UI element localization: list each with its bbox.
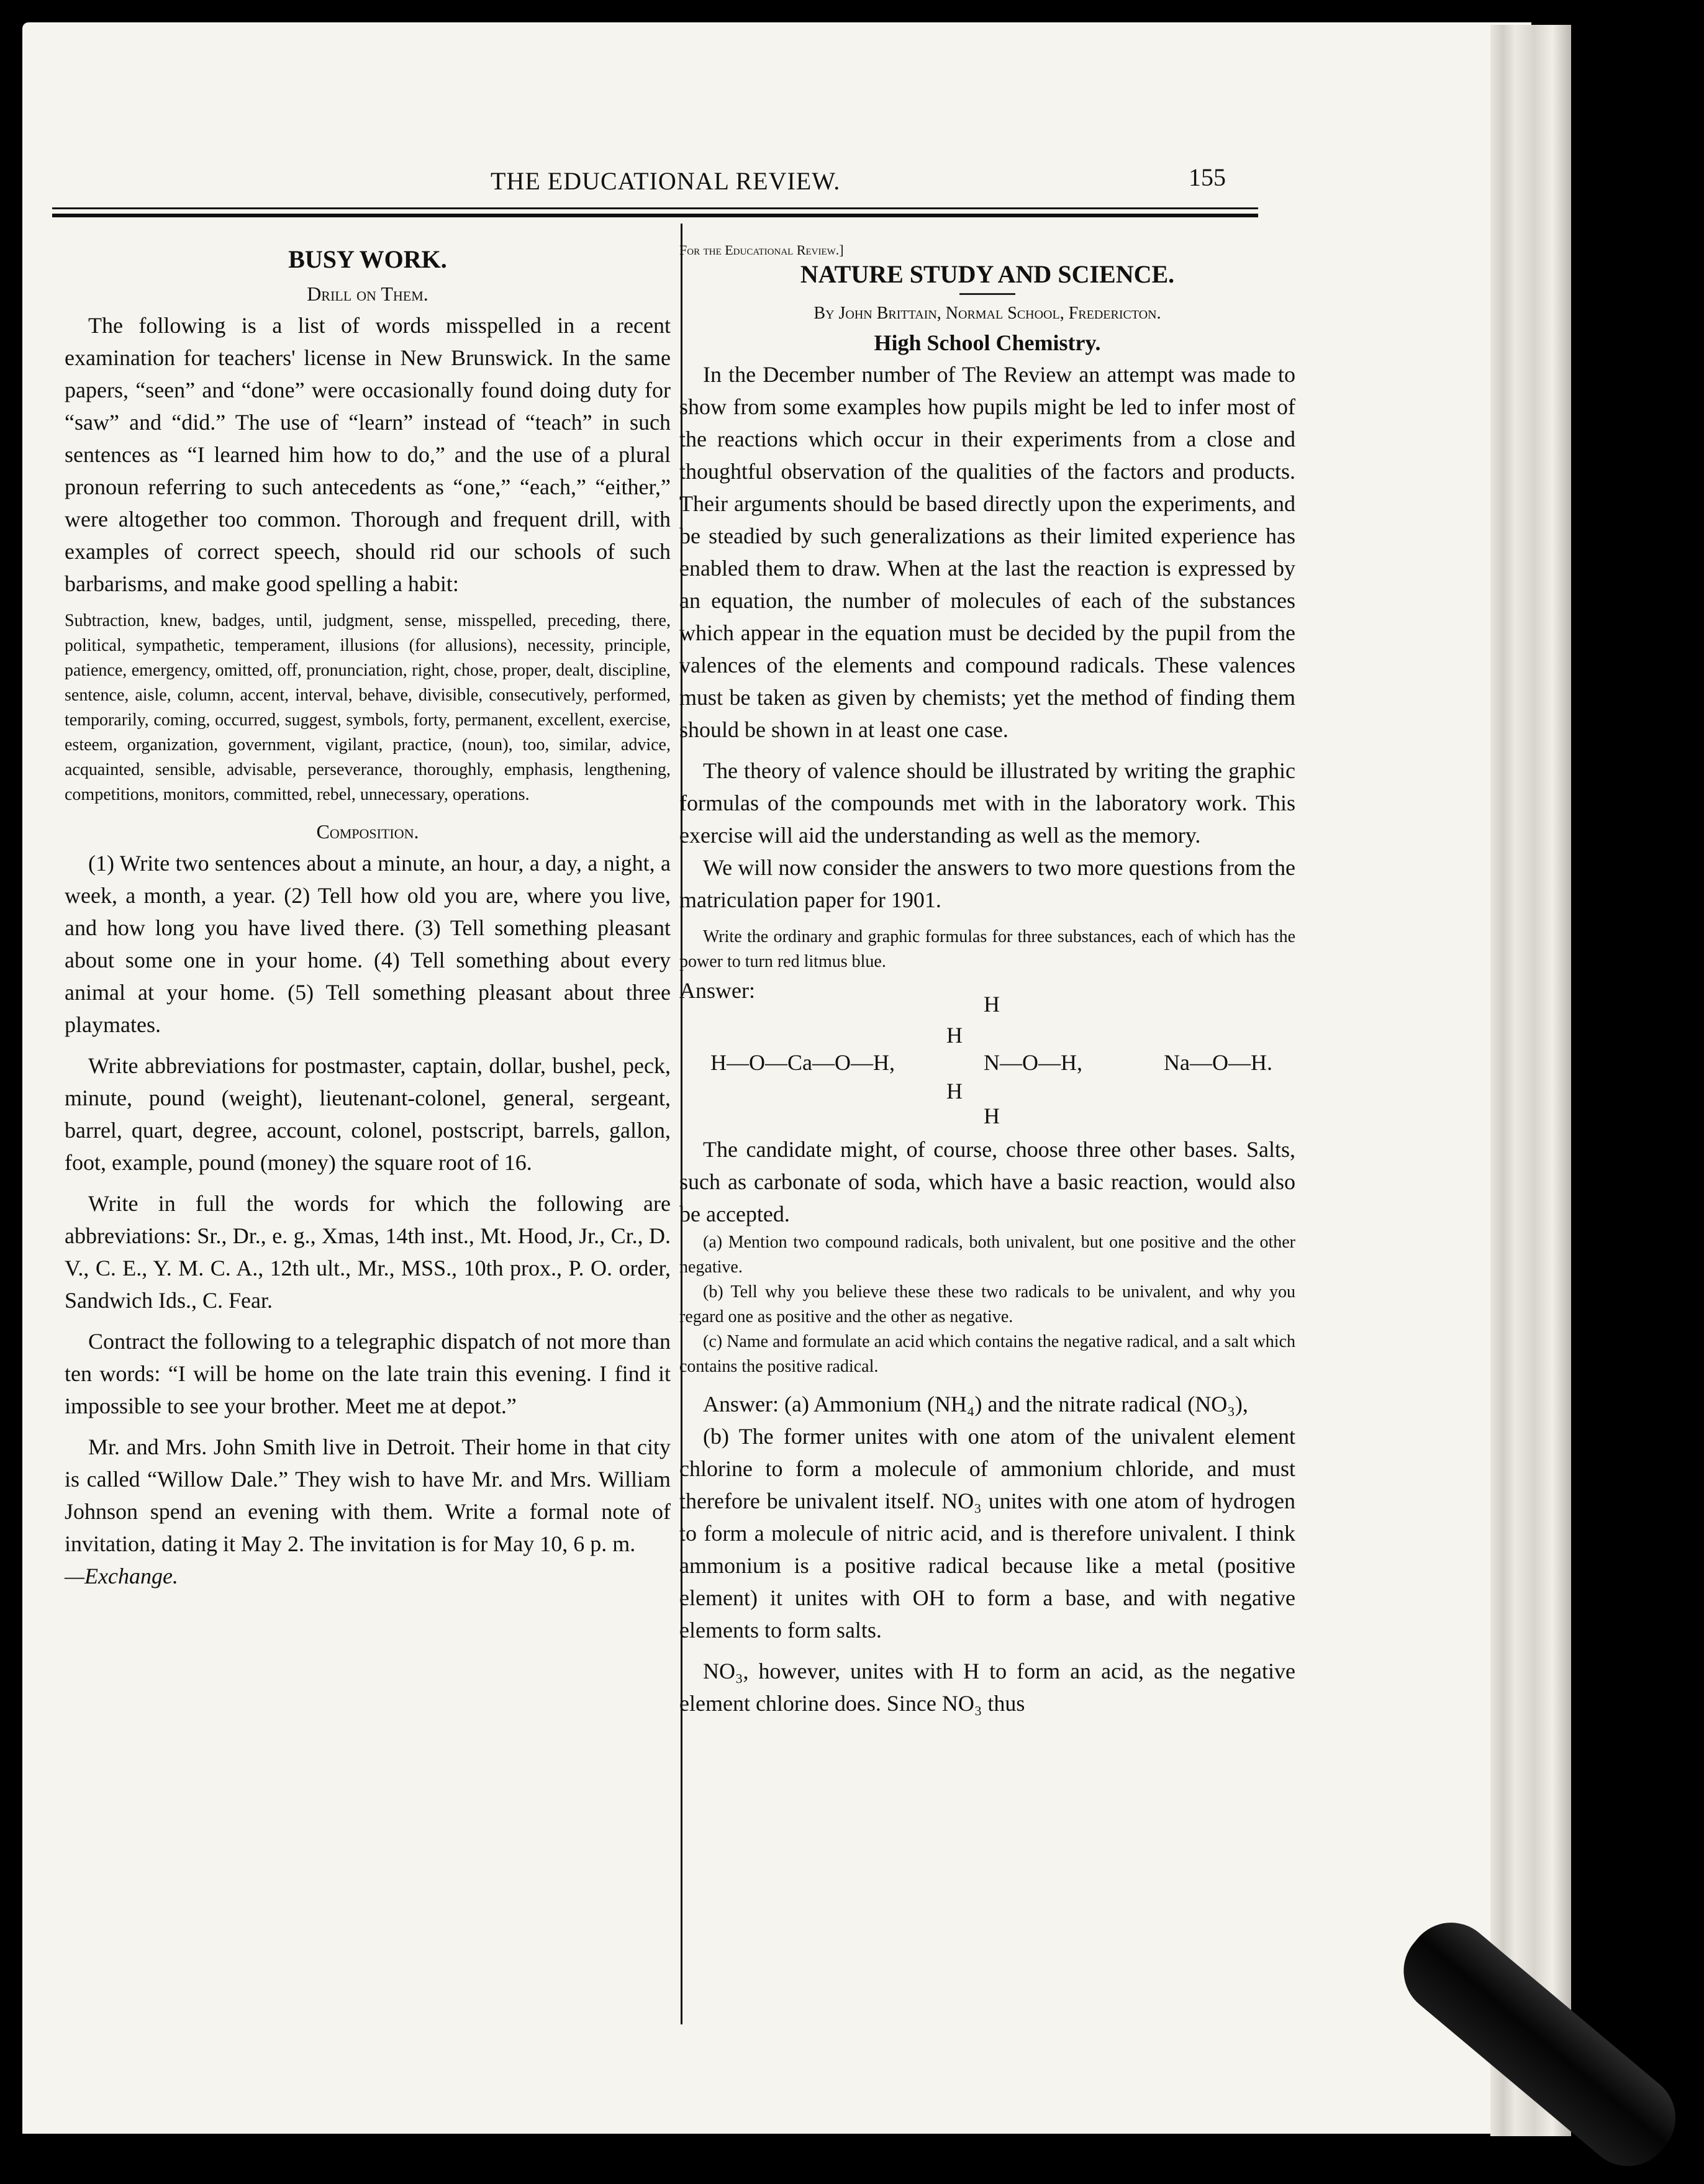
answer-label: Answer: (679, 978, 755, 1003)
chemistry-paragraph-4: The candidate might, of course, choose three other bases. Salts, such as carbonate of soda, which have a basic reaction, would also be accepted. (679, 1137, 1295, 1226)
drill-subtitle: Drill on Them. (307, 283, 428, 305)
question-b: (b) Tell why you believe these these two radicals to be univalent, and why you regard one as positive and the other as negative. (679, 1282, 1295, 1326)
exchange-credit: —Exchange. (65, 1564, 178, 1588)
credit-line: For the Educational Review.] (679, 242, 844, 258)
intro-paragraph: The following is a list of words misspelled in a recent examination for teachers' license in New Brunswick. In the same papers, “seen” and “done” were occasionally found doing duty for “saw” and “did.” The use of “learn” instead of “teach” in such sentences as “I learned him how to do,” and the use of a plural pronoun referring to such antecedents as “one,” “each,” “either,” were altogether too common. Thorough and frequent drill, with examples of correct speech, should rid our schools of such barbarisms, and make good spelling a habit: (65, 313, 671, 596)
question-litmus: Write the ordinary and graphic formulas for three substances, each of which has the power to turn red litmus blue. (679, 927, 1295, 971)
byline: By John Brittain, Normal School, Fredericton. (813, 304, 1161, 323)
journal-title: THE EDUCATIONAL REVIEW. (491, 167, 841, 195)
header-rule-bottom (52, 214, 1258, 217)
formula-calcium-hydroxide: H—O—Ca—O—H, (710, 1050, 895, 1075)
abbreviations-paragraph: Write abbreviations for postmaster, captain, dollar, bushel, peck, minute, pound (weight), lieutenant-colonel, general, sergeant, barrel, quart, degree, account, colonel, postscript, barrels, gallon, foot, example, pound (money) the square root of 16. (65, 1053, 671, 1175)
question-a: (a) Mention two compound radicals, both univalent, but one positive and the other negative. (679, 1233, 1295, 1277)
graphic-formulas (679, 992, 1295, 1128)
left-column (65, 241, 671, 1592)
invitation-paragraph: Mr. and Mrs. John Smith live in Detroit. Their home in that city is called “Willow Dale.” They wish to have Mr. and Mrs. William Johnson spend an evening with them. Write a formal note of invitation, dating it May 2. The invitation is for May 10, 6 p. m. (65, 1434, 671, 1556)
section-heading: High School Chemistry. (874, 330, 1101, 355)
right-column (679, 241, 1295, 1720)
title-rule (959, 293, 1015, 295)
busy-work-title: BUSY WORK. (288, 245, 447, 273)
answer-b: (b) The former unites with one atom of the univalent element chlorine to form a molecule of ammonium chloride, and must therefore be univalent itself. NO₃ unites with one atom of hydrogen to form a molecule of nitric acid, and is therefore univalent. I think ammonium is a positive radical because like a metal (positive element) it unites with OH to form a base, and with negative elements to form salts. (679, 1424, 1295, 1643)
contract-paragraph: Contract the following to a telegraphic dispatch of not more than ten words: “I will be home on the late train this evening. I find it impossible to see your brother. Meet me at depot.” (65, 1329, 671, 1418)
formula-h-top: H (984, 992, 1000, 1017)
misspelled-word-list: Subtraction, knew, badges, until, judgment, sense, misspelled, preceding, there, political, sympathetic, temperament, illusions (for allusions), necessity, principle, patience, emergency, omitted, off, pronunciation, right, chose, proper, dealt, discipline, sentence, aisle, column, accent, interval, behave, divisible, consecutively, performed, temporarily, coming, occurred, suggest, symbols, forty, permanent, excellent, exercise, esteem, organization, government, vigilant, practice, (noun), too, similar, advice, acquainted, sensible, advisable, perseverance, thoroughly, emphasis, lengthening, competitions, monitors, committed, rebel, unnecessary, operations. (65, 611, 671, 804)
formula-h-left-bottom: H (946, 1079, 963, 1103)
question-c: (c) Name and formulate an acid which contains the negative radical, and a salt which contains the positive radical. (679, 1332, 1295, 1376)
chemistry-paragraph-1: In the December number of The Review an attempt was made to show from some examples how pupils might be led to infer most of the reactions which occur in their experiments from a close and thoughtful observation of the qualities of the factors and products. Their arguments should be based directly upon the experiments, and be steadied by such generalizations as their limited experience has enabled them to draw. When at the last the reaction is expressed by an equation, the number of molecules of each of the substances which appear in the equation must be decided by the pupil from the valences of the elements and compound radicals. These valences must be taken as given by chemists; yet the method of finding them should be shown in at least one case. (679, 362, 1295, 742)
write-in-full-paragraph: Write in full the words for which the following are abbreviations: Sr., Dr., e. g., Xmas, 14th inst., Mt. Hood, Jr., Cr., D. V., C. E., Y. M. C. A., 12th ult., Mr., MSS., 10th prox., P. O. order, Sandwich Ids., C. Fear. (65, 1191, 671, 1313)
chemistry-paragraph-2: The theory of valence should be illustrated by writing the graphic formulas of the compounds met with in the laboratory work. This exercise will aid the understanding as well as the memory. (679, 758, 1295, 848)
formula-h-left-top: H (946, 1023, 963, 1048)
composition-heading: Composition. (316, 820, 419, 843)
formula-h-bottom: H (984, 1103, 1000, 1128)
chemistry-paragraph-3: We will now consider the answers to two more questions from the matriculation paper for 1901. (679, 855, 1295, 912)
composition-paragraph: (1) Write two sentences about a minute, an hour, a day, a night, a week, a month, a year. (2) Tell how old you are, where you live, and how long you have lived there. (3) Tell something pleasant about some one in your home. (4) Tell something about every animal at your home. (5) Tell something pleasant about three playmates. (65, 851, 671, 1037)
page-edge (1490, 25, 1571, 2136)
nature-study-title: NATURE STUDY AND SCIENCE. (800, 260, 1175, 288)
background-right (1571, 0, 1704, 2181)
formula-n-chain: N—O—H, (984, 1050, 1082, 1075)
answer-a: Answer: (a) Ammonium (NH₄) and the nitrate radical (NO₃), (703, 1392, 1248, 1416)
header-rule-top (52, 207, 1258, 209)
formula-sodium-hydroxide: Na—O—H. (1164, 1050, 1272, 1075)
page-number: 155 (1189, 163, 1226, 191)
last-paragraph: NO₃, however, unites with H to form an acid, as the negative element chlorine does. Since NO₃ thus (679, 1659, 1295, 1716)
